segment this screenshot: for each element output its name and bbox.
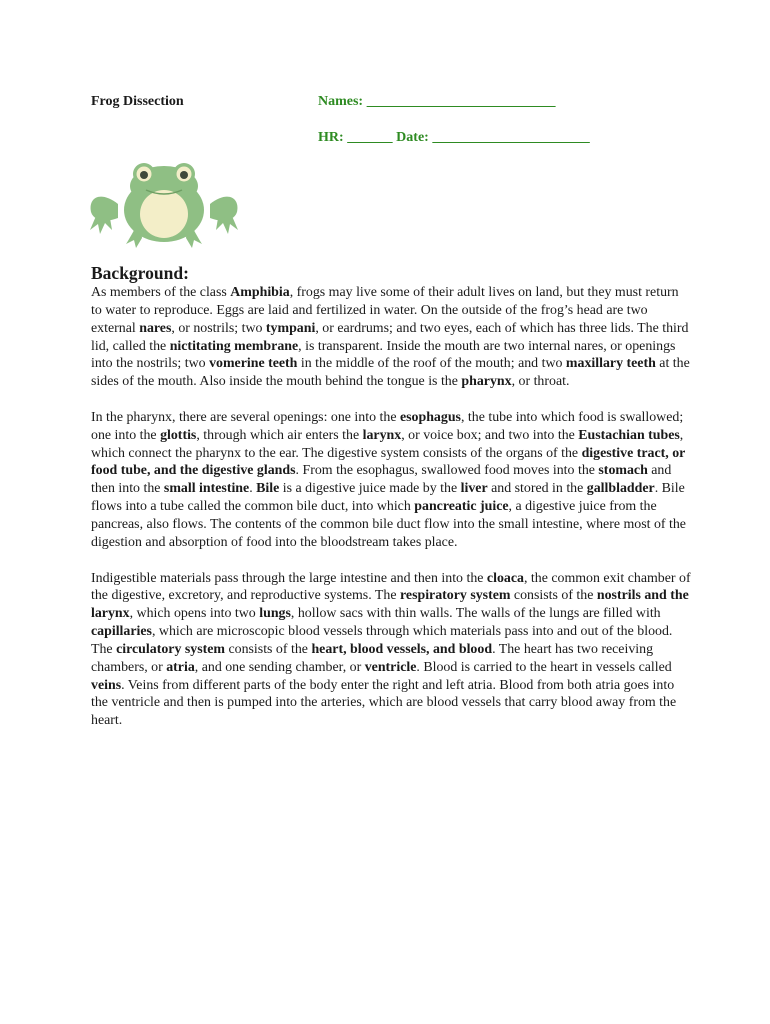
text-run: , hollow sacs with thin walls. The walls of the lungs are filled with xyxy=(290,606,661,622)
paragraph-3 xyxy=(91,570,691,731)
key-term: gallbladder xyxy=(586,481,655,497)
text-run: . xyxy=(249,481,257,497)
text-run: and then into the xyxy=(91,463,672,497)
key-term: vomerine teeth xyxy=(209,356,298,372)
key-term: Bile xyxy=(256,481,280,497)
hr-label: HR: xyxy=(318,130,344,145)
key-term: liver xyxy=(460,481,488,497)
text-run: consists of the xyxy=(510,588,597,604)
key-term: stomach xyxy=(598,463,648,479)
key-term: nares xyxy=(139,320,172,336)
text-run: , which are microscopic blood vessels through which materials pass into and out of the blood. The xyxy=(91,624,673,657)
names-field xyxy=(318,94,556,110)
key-term: Eustachian tubes xyxy=(578,427,680,443)
text-run: , frogs may live some of their adult lives on land, but they must return to water to reproduce. Eggs are laid and fertilized in water. On the outside of the frog’s head are two external xyxy=(91,285,679,336)
key-term: atria xyxy=(166,659,195,675)
text-run: , a digestive juice from the pancreas, also flows. The contents of the common bile duct flow into the small intestine, where most of the digestion and absorption of food into the bloodstream takes place. xyxy=(91,499,686,550)
text-run: . Veins from different parts of the body enter the right and left atria. Blood from both atria goes into the ventricle and then is pumped into the arteries, which are blood vessels that carry blood away from the heart. xyxy=(91,677,677,729)
key-term: small intestine xyxy=(163,481,250,497)
date-blank[interactable] xyxy=(432,130,590,145)
text-run: and stored in the xyxy=(487,481,587,497)
key-term: ventricle xyxy=(364,659,417,675)
names-blank[interactable] xyxy=(367,94,556,109)
key-term: veins xyxy=(91,677,122,693)
key-term: respiratory system xyxy=(399,588,511,604)
document-title: Frog Dissection xyxy=(91,94,184,109)
key-term: Amphibia xyxy=(230,285,290,300)
text-run: . The heart has two receiving chambers, or xyxy=(91,641,654,675)
text-run: , the tube into which food is swallowed; one into the xyxy=(91,409,684,443)
text-run: , which connect the pharynx to the ear. The digestive system consists of the organs of the xyxy=(91,427,684,461)
text-run: . Blood is carried to the heart in vessels called xyxy=(416,659,672,675)
key-term: digestive tract, or food tube, and the digestive glands xyxy=(91,445,686,479)
text-run: , or throat. xyxy=(511,374,570,390)
text-run: As members of the class xyxy=(91,285,231,300)
text-run: , which opens into two xyxy=(129,606,260,622)
text-run: . Bile flows into a tube called the common bile duct, into which xyxy=(91,481,685,515)
paragraph-2 xyxy=(91,409,691,552)
text-run: in the middle of the roof of the mouth; and two xyxy=(297,356,566,372)
text-run: . From the esophagus, swallowed food moves into the xyxy=(295,463,599,479)
date-label: Date: xyxy=(396,130,429,145)
key-term: pancreatic juice xyxy=(414,499,509,515)
key-term: lungs xyxy=(259,606,291,622)
key-term: nictitating membrane xyxy=(169,338,299,354)
hr-date-field xyxy=(318,130,590,146)
paragraph-1 xyxy=(91,284,691,391)
text-run: at the sides of the mouth. Also inside the mouth behind the tongue is the xyxy=(91,356,690,390)
frog-icon xyxy=(88,160,240,250)
text-run: In the pharynx, there are several openings: one into the xyxy=(91,409,400,425)
text-run: , the common exit chamber of the digestive, excretory, and reproductive systems. The xyxy=(91,570,691,604)
key-term: pharynx xyxy=(461,374,512,390)
text-run: is a digestive juice made by the xyxy=(279,481,461,497)
key-term: esophagus xyxy=(399,409,461,425)
key-term: circulatory system xyxy=(116,641,225,657)
key-term: nostrils and the larynx xyxy=(91,588,689,622)
key-term: larynx xyxy=(362,427,402,443)
hr-blank[interactable] xyxy=(347,130,393,145)
key-term: heart, blood vessels, and blood xyxy=(311,641,493,657)
key-term: tympani xyxy=(265,320,316,336)
background-heading: Background: xyxy=(91,263,189,283)
background-body xyxy=(91,284,691,748)
text-run: , is transparent. Inside the mouth are two internal nares, or openings into the nostrils; two xyxy=(91,338,676,372)
names-label: Names: xyxy=(318,94,364,109)
text-run: , and one sending chamber, or xyxy=(194,659,365,675)
text-run: , through which air enters the xyxy=(196,427,363,443)
key-term: maxillary teeth xyxy=(565,356,656,372)
key-term: cloaca xyxy=(486,570,524,586)
text-run: , or nostrils; two xyxy=(171,320,266,336)
key-term: capillaries xyxy=(91,624,152,640)
text-run: , or voice box; and two into the xyxy=(401,427,579,443)
text-run: consists of the xyxy=(225,641,312,657)
text-run: Indigestible materials pass through the large intestine and then into the xyxy=(91,570,487,586)
text-run: , or eardrums; and two eyes, each of which has three lids. The third lid, called the xyxy=(91,320,689,354)
key-term: glottis xyxy=(160,427,197,443)
